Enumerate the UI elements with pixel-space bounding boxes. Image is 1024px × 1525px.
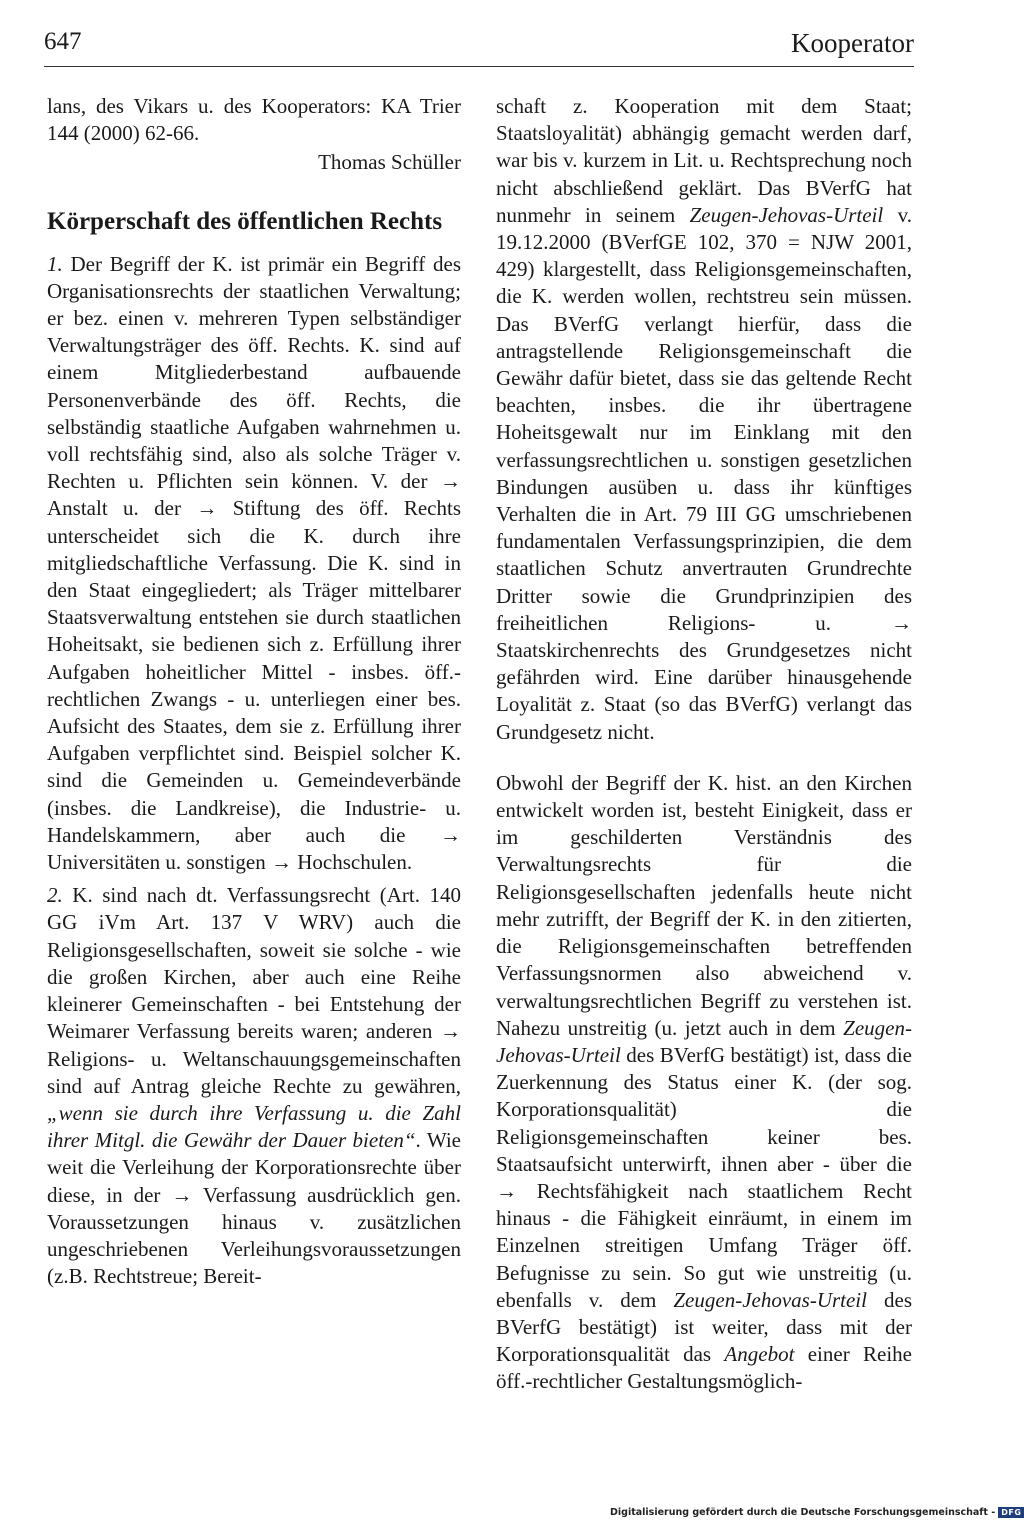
section-2-paragraph [47,882,461,1290]
right-p2-text-d: einer Reihe öff.-rechtlicher Gestaltungsmöglich- [496,1342,912,1394]
section-2-text-a: K. sind nach dt. Verfassungsrecht (Art. 140 GG iVm Art. 137 V WRV) auch die Religionsgesellschaften, soweit sie solche - wie die großen Kirchen, aber auch eine Reihe kleinerer Gemeinschaften - bei Entstehung der Weimarer Verfassung bereits waren; anderen → Religions- u. Weltanschauungsgemeinschaften sind auf Antrag gleiche Rechte zu gewähren, [47,883,461,1098]
section-1-number: 1. [47,251,63,276]
right-p2-italic-3: Angebot [724,1342,795,1367]
section-2-number: 2. [47,883,63,908]
footer-text: Digitalisierung gefördert durch die Deutsche Forschungsgemeinschaft - [610,1507,996,1518]
page-number: 647 [44,28,82,55]
right-p2-italic-1: Zeugen-Jehovas-Urteil [496,1015,912,1067]
right-p2-text-a: Obwohl der Begriff der K. hist. an den Kirchen entwickelt worden ist, besteht Einigkeit, dass er im geschilderten Verständnis des Verwaltungsrechts für die Religionsgesellschaften jedenfalls heute nicht mehr zutrifft, der Begriff der K. in den zitierten, die Religionsgemeinschaften betreffenden Verfassungsnormen also abweichend v. verwaltungsrechtlichen Begriff zu verstehen ist. Nahezu unstreitig (u. jetzt auch in dem [496,770,912,1040]
right-p1-italic: Zeugen-Jehovas-Urteil [689,202,884,227]
article-heading: Körperschaft des öffentlichen Rechts [47,207,443,235]
section-2-text-b: . Wie weit die Verleihung der Korporationsrechte über diese, in der → Verfassung ausdrücklich gen. Voraussetzungen hinaus v. zusätzlichen ungeschriebenen Verleihungsvoraussetzungen (z.B. Rechtstreue; Bereit- [47,1128,461,1289]
right-p1-text-a: schaft z. Kooperation mit dem Staat; Staatsloyalität) abhängig gemacht werden darf, war bis v. kurzem in Lit. u. Rechtsprechung noch nicht abschließend geklärt. Das BVerfG hat nunmehr in seinem [496,94,912,227]
right-column [496,93,912,1396]
right-p2-text-c: des BVerfG bestätigt) ist weiter, dass mit der Korporationsqualität das [496,1287,912,1367]
right-paragraph-2 [496,770,912,1396]
author-signature: Thomas Schüller [318,150,461,175]
section-1-paragraph [47,251,461,877]
right-p1-text-b: v. 19.12.2000 (BVerfGE 102, 370 = NJW 2001, 429) klargestellt, dass Religionsgemeinschaften, die K. werden wollen, rechtstreu sein müssen. Das BVerfG verlangt hierfür, dass die antragstellende Religionsgemeinschaft die Gewähr dafür bietet, dass sie das geltende Recht beachten, insbes. die ihr übertragene Hoheitsgewalt nur im Einklang mit den verfassungsrechtlichen u. sonstigen gesetzlichen Bindungen ausüben u. dass ihr künftiges Verhalten die in Art. 79 III GG umschriebenen fundamentalen Verfassungsprinzipien, die dem staatlichen Schutz anvertrauten Grundrechte Dritter sowie die Grundprinzipien des freiheitlichen Religions- u. → Staatskirchenrechts des Grundgesetzes nicht gefährden wird. Eine darüber hinausgehende Loyalität z. Staat (so das BVerfG) verlangt das Grundgesetz nicht. [496,202,913,744]
header-rule [44,66,914,67]
right-p2-italic-2: Zeugen-Jehovas-Urteil [673,1287,867,1312]
left-column [47,93,461,1290]
section-1-text: Der Begriff der K. ist primär ein Begriff des Organisationsrechts der staatlichen Verwaltung; er bez. einen v. mehreren Typen selbständiger Verwaltungsträger des öff. Rechts. K. sind auf einem Mitgliederbestand aufbauende Personenverbände des öff. Rechts, die selbständig staatliche Aufgaben wahrnehmen u. voll rechtsfähig sind, also als solche Träger v. Rechten u. Pflichten sein können. V. der → Anstalt u. der → Stiftung des öff. Rechts unterscheidet sich die K. durch ihre mitgliedschaftliche Verfassung. Die K. sind in den Staat eingegliedert; als Träger mittelbarer Staatsverwaltung entstehen sie durch staatlichen Hoheitsakt, sie bedienen sich z. Erfüllung ihrer Aufgaben hoheitlicher Mittel - insbes. öff.-rechtlichen Zwangs - u. unterliegen einer bes. Aufsicht des Staates, dem sie z. Erfüllung ihrer Aufgaben verpflichtet sind. Beispiel solcher K. sind die Gemeinden u. Gemeindeverbände (insbes. die Landkreise), die Industrie- u. Handelskammern, aber auch die → Universitäten u. sonstigen → Hochschulen. [47,251,462,875]
dfg-logo-icon: DFG [998,1507,1024,1518]
intro-lines: lans, des Vikars u. des Kooperators: KA Trier 144 (2000) 62-66. [47,94,461,146]
right-p2-text-b: des BVerfG bestätigt) ist, dass die Zuerkennung des Status einer K. (der sog. Korporationsqualität) die Religionsgemeinschaften keiner bes. Staatsaufsicht unterwirft, ihnen aber - über die → Rechtsfähigkeit nach staatlichem Recht hinaus - die Fähigkeit einräumt, in einem im Einzelnen streitigen Umfang Träger öff. Befugnisse zu sein. So gut wie unstreitig (u. ebenfalls v. dem [496,1042,912,1312]
digitization-footer [610,1507,1024,1518]
right-paragraph-1 [496,93,912,746]
section-2-quote: „wenn sie durch ihre Verfassung u. die Zahl ihrer Mitgl. die Gewähr der Dauer bieten“ [47,1100,461,1153]
running-head: Kooperator [791,28,914,58]
